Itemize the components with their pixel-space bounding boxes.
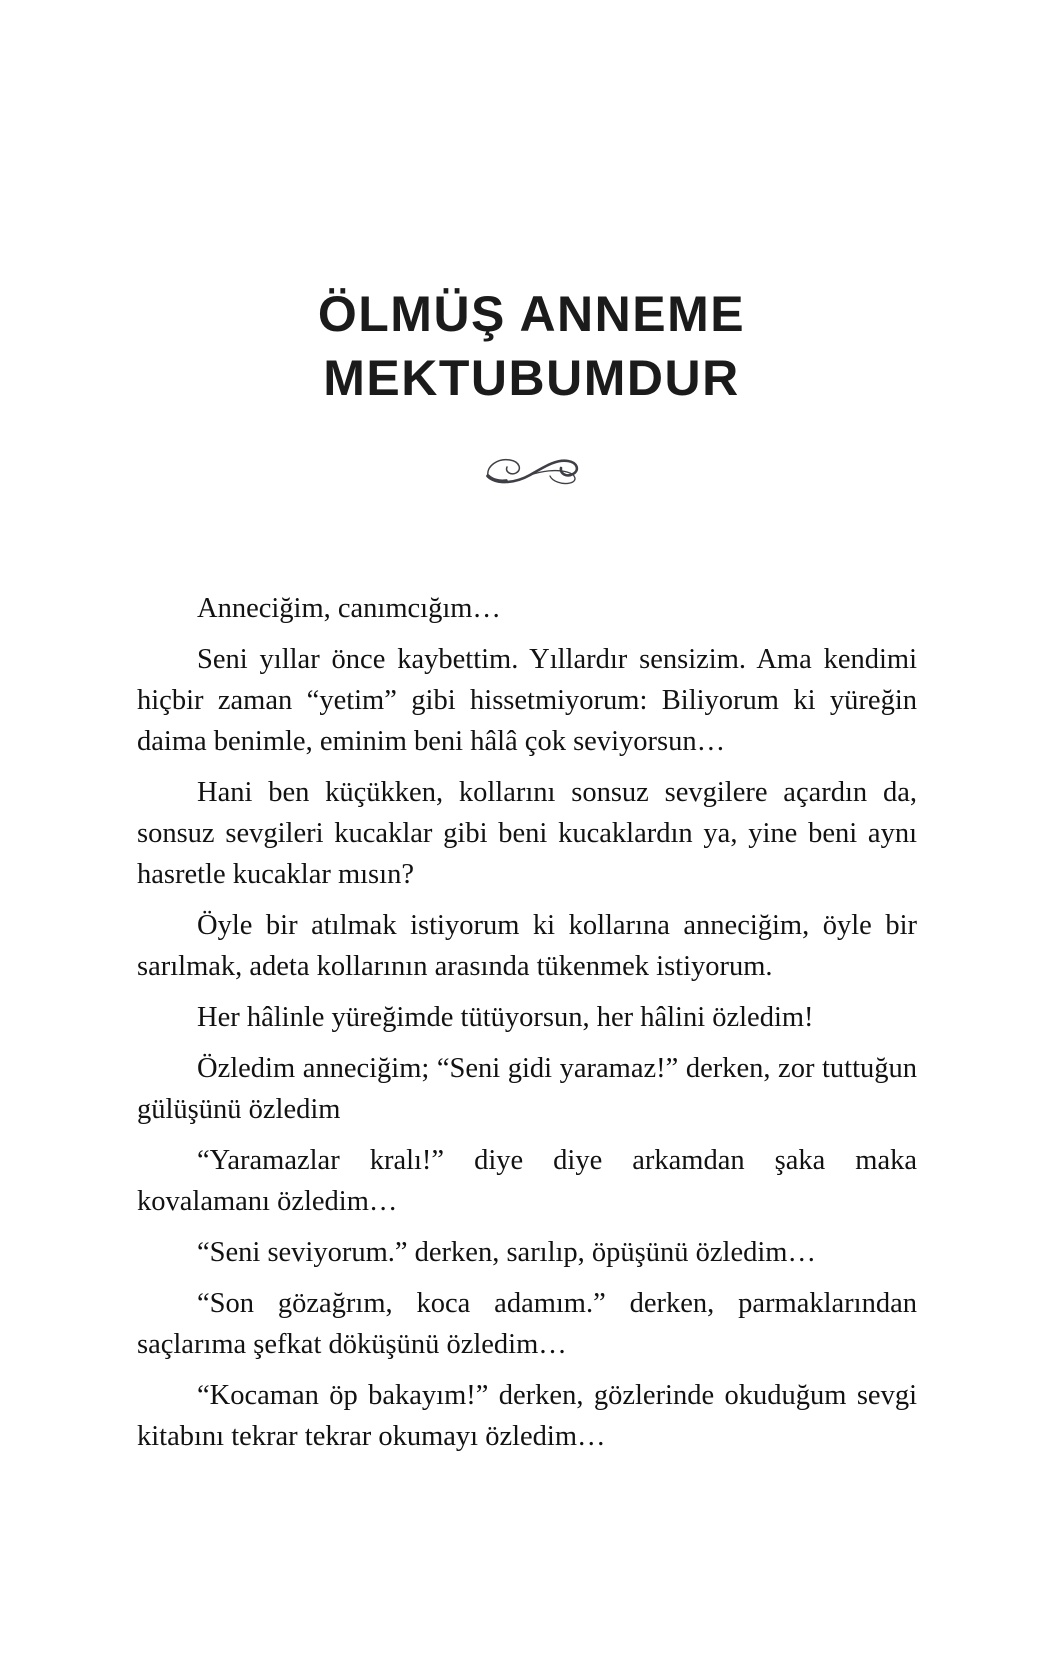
paragraph: Her hâlinle yüreğimde tütüyorsun, her hâlini özledim! — [197, 1002, 814, 1033]
chapter-header — [0, 282, 1063, 410]
paragraph: “Kocaman öp bakayım!” derken, gözlerinde okuduğum sevgi kitabını tekrar tekrar okumayı özledim… — [137, 1380, 917, 1452]
paragraph: “Son gözağrım, koca adamım.” derken, parmaklarından saçlarıma şefkat döküşünü özledim… — [137, 1288, 917, 1360]
ornament-container — [0, 440, 1063, 496]
paragraph: “Seni seviyorum.” derken, sarılıp, öpüşünü özledim… — [197, 1237, 816, 1268]
chapter-body — [137, 588, 917, 1457]
page-title: ÖLMÜŞ ANNEME MEKTUBUMDUR — [317, 286, 746, 406]
paragraph: Seni yıllar önce kaybettim. Yıllardır sensizim. Ama kendimi hiçbir zaman “yetim” gibi hissetmiyorum: Biliyorum ki yüreğin daima benimle, eminim beni hâlâ çok seviyorsun… — [137, 644, 917, 757]
paragraph: Özledim anneciğim; “Seni gidi yaramaz!” derken, zor tuttuğun gülüşünü özledim — [137, 1053, 917, 1125]
paragraph: Anneciğim, canımcığım… — [197, 593, 501, 624]
paragraph: Hani ben küçükken, kollarını sonsuz sevgilere açardın da, sonsuz sevgileri kucaklar gibi beni kucaklardın ya, yine beni aynı hasretle kucaklar mısın? — [137, 777, 917, 890]
paragraph: “Yaramazlar kralı!” diye diye arkamdan şaka maka kovalamanı özledim… — [137, 1145, 917, 1217]
paragraph: Öyle bir atılmak istiyorum ki kollarına anneciğim, öyle bir sarılmak, adeta kollarının arasında tükenmek istiyorum. — [137, 910, 917, 982]
calligraphic-swash-ornament-icon — [472, 444, 592, 492]
